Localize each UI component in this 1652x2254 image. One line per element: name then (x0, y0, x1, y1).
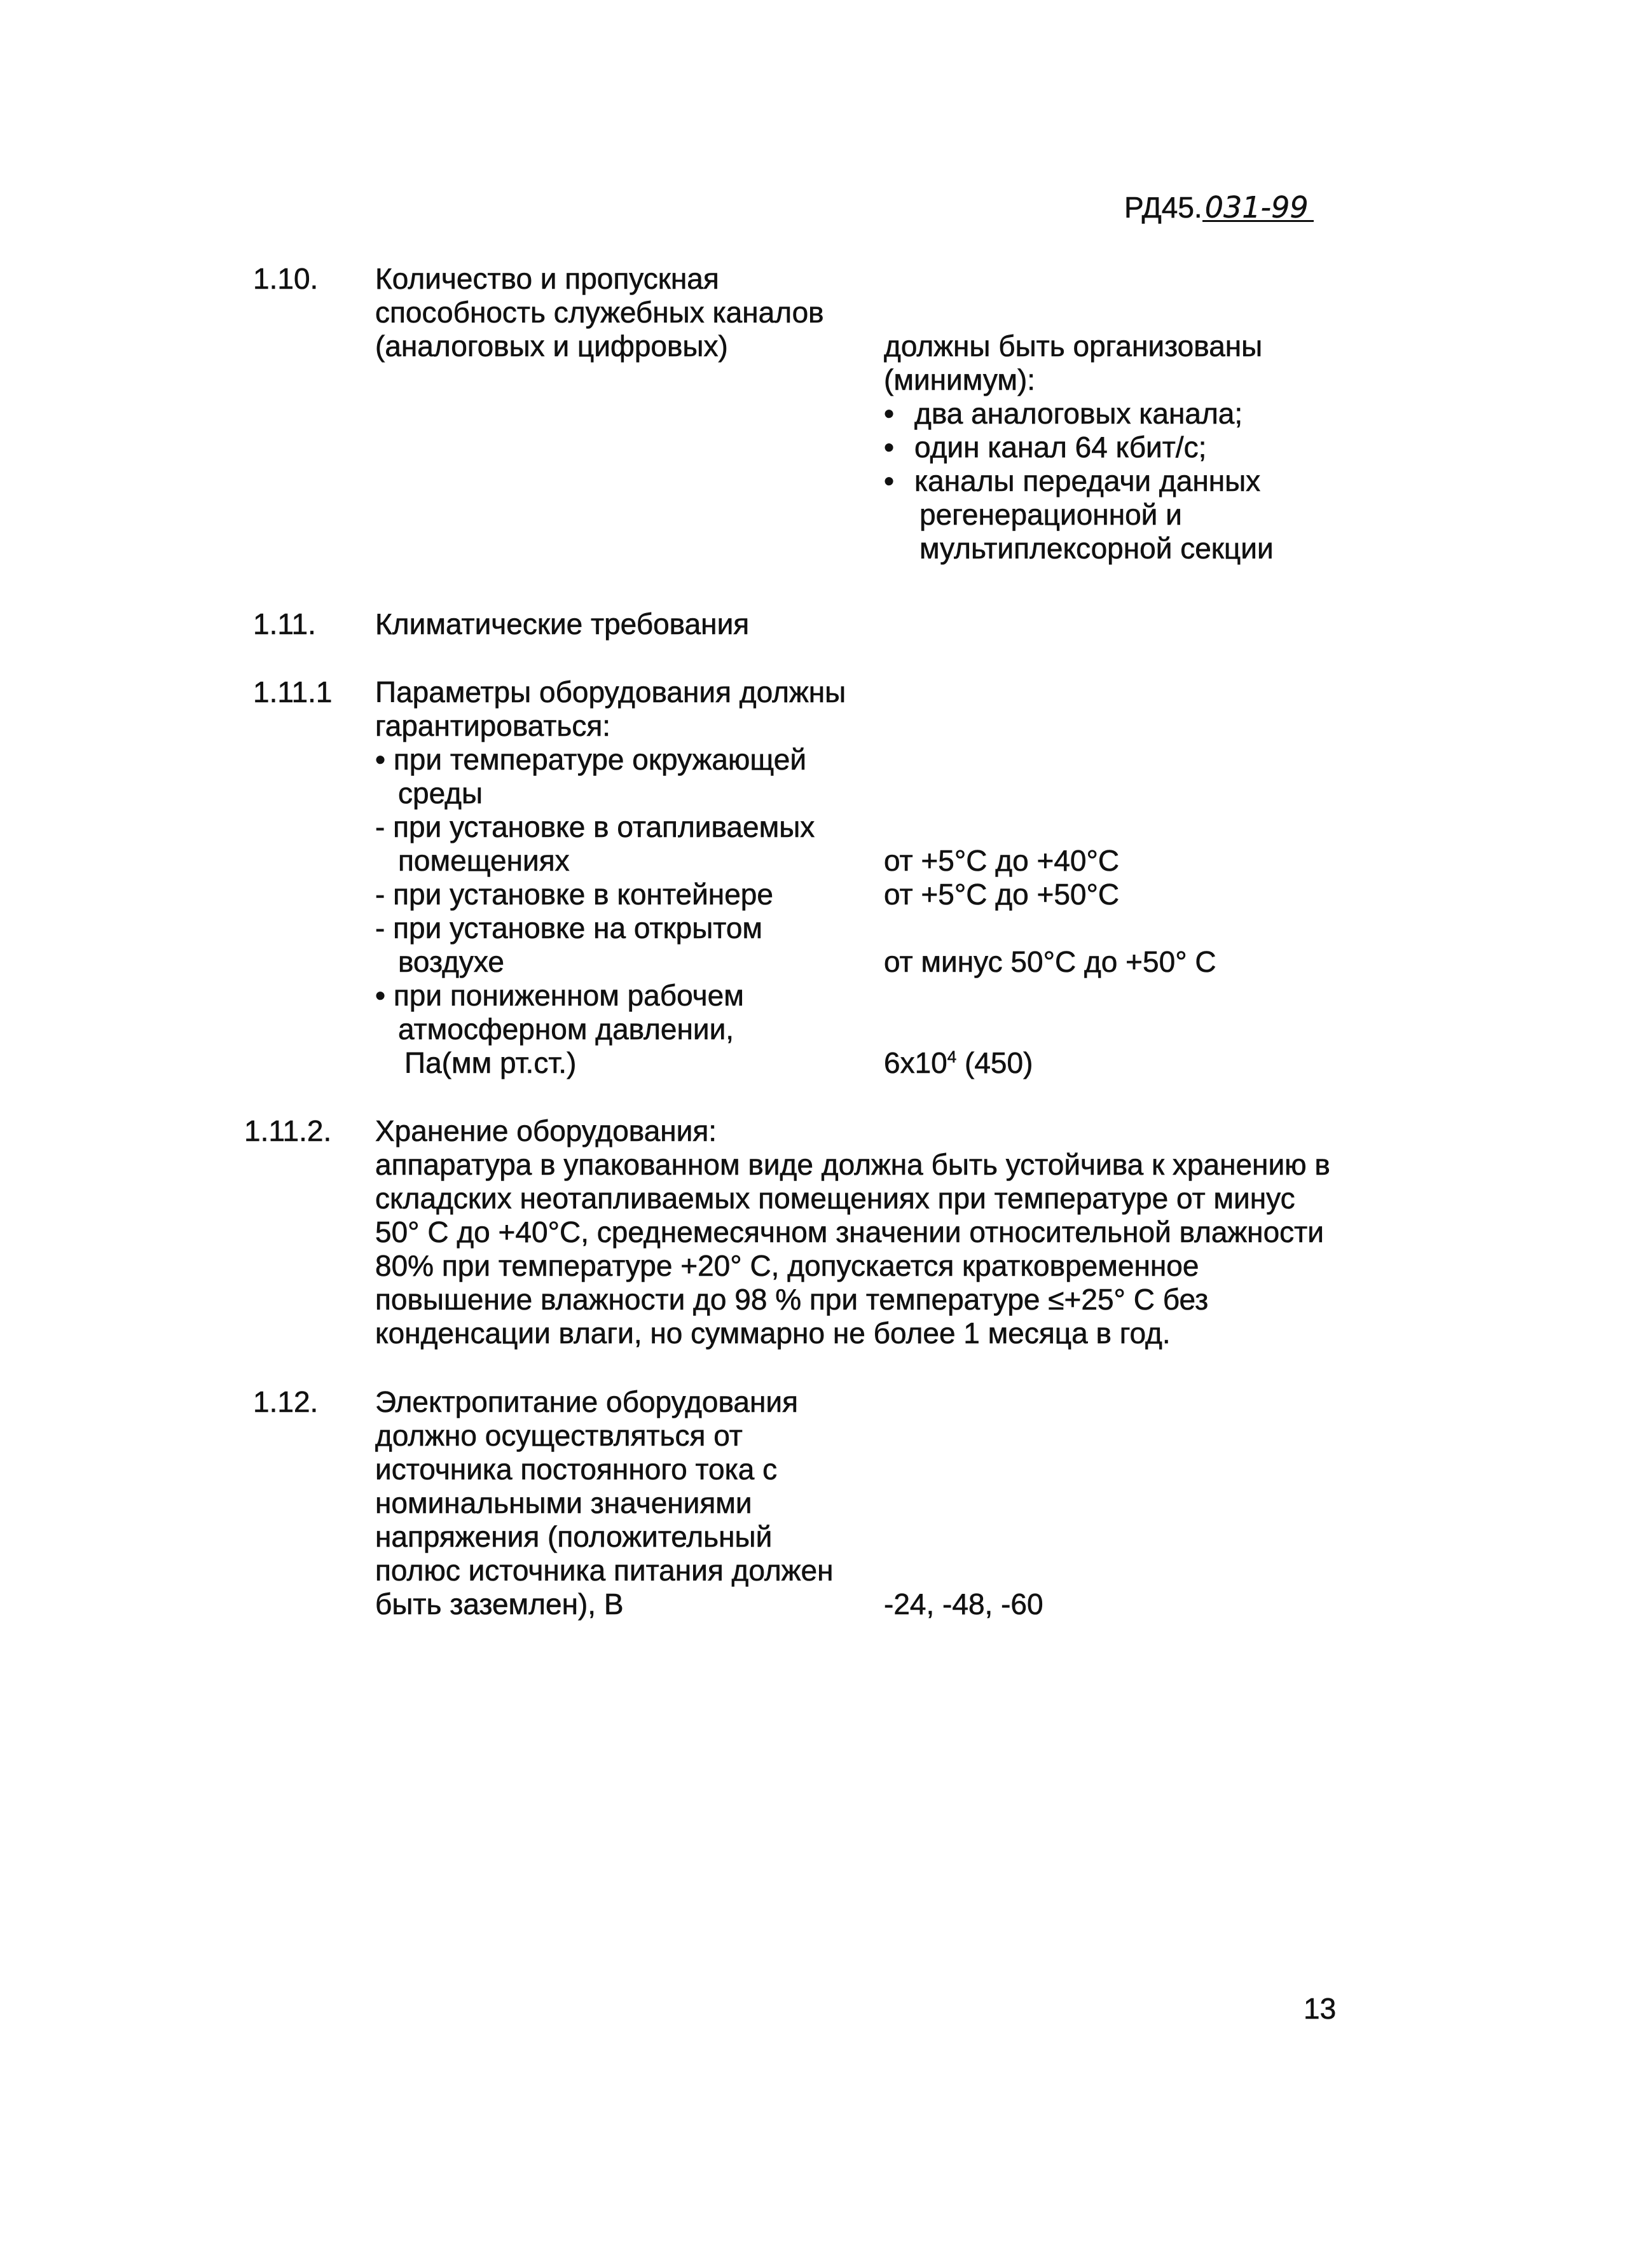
page-number: 13 (1304, 1992, 1337, 2025)
text-line: - при установке в контейнере (375, 878, 773, 911)
bullet-icon: • (884, 464, 895, 497)
text-line: должно осуществляться от (375, 1419, 743, 1452)
section-number-1-11-1: 1.11.1 (253, 675, 333, 709)
text-line: быть заземлен), В (375, 1587, 624, 1621)
value-intro-line: (минимум): (884, 363, 1036, 396)
voltage-value: -24, -48, -60 (884, 1587, 1043, 1621)
section-1-10-value (884, 329, 1274, 565)
text-line: полюс источника питания должен (375, 1554, 834, 1587)
section-1-10-title (375, 262, 824, 363)
text-line: номинальными значениями (375, 1486, 752, 1519)
section-number-1-11: 1.11. (253, 607, 316, 640)
text-line: напряжения (положительный (375, 1520, 773, 1553)
paragraph-line: 50° С до +40°С, среднемесячном значении относительной влажности (375, 1215, 1324, 1248)
section-1-11-2-paragraph (375, 1148, 1330, 1350)
list-item-continuation: мультиплексорной секции (919, 532, 1274, 565)
document-code-prefix: РД45. (1124, 191, 1202, 224)
open-air-temperature-value: от минус 50°С до +50° С (884, 945, 1216, 978)
section-1-11-title: Климатические требования (375, 607, 750, 640)
paragraph-line: повышение влажности до 98 % при температуре ≤+25° С без (375, 1283, 1209, 1316)
text-line: - при установке на открытом (375, 911, 763, 944)
text-line: воздухе (398, 945, 504, 978)
section-1-11-2-title: Хранение оборудования: (375, 1114, 717, 1147)
section-1-11-1-body (375, 675, 846, 1080)
bullet-icon: • (884, 397, 895, 430)
section-1-10-line: Количество и пропускная (375, 262, 719, 295)
paragraph-line: складских неотапливаемых помещениях при температуре от минус (375, 1182, 1295, 1215)
section-number-1-11-2: 1.11.2. (244, 1114, 332, 1147)
paragraph-line: конденсации влаги, но суммарно не более 1 месяца в год. (375, 1317, 1171, 1350)
section-number-1-10: 1.10. (253, 262, 319, 295)
text-line: среды (398, 777, 483, 810)
list-item: • каналы передачи данных (884, 464, 1261, 497)
section-1-10-line: способность служебных каналов (375, 296, 824, 329)
value-intro-line: должны быть организованы (884, 329, 1263, 363)
document-code (1124, 191, 1314, 225)
text-line: • при температуре окружающей (375, 743, 807, 776)
list-item: • один канал 64 кбит/с; (884, 431, 1207, 464)
text-line: гарантироваться: (375, 709, 611, 742)
text-line: • при пониженном рабочем (375, 979, 744, 1012)
text-line: атмосферном давлении, (398, 1013, 734, 1046)
text-line: Электропитание оборудования (375, 1385, 799, 1418)
section-number-1-12: 1.12. (253, 1385, 319, 1418)
pressure-value: $6х10^4$ (450) (884, 1046, 1033, 1079)
list-item: • два аналоговых канала; (884, 397, 1243, 430)
text-line: помещениях (398, 844, 570, 877)
heated-temperature-value: от +5°С до +40°С (884, 844, 1120, 877)
paragraph-line: 80% при температуре +20° С, допускается кратковременное (375, 1249, 1199, 1282)
section-1-12-body (375, 1385, 834, 1621)
paragraph-line: аппаратура в упакованном виде должна быть устойчива к хранению в (375, 1148, 1330, 1181)
text-line: Параметры оборудования должны (375, 675, 846, 709)
list-item-continuation: регенерационной и (919, 498, 1182, 531)
container-temperature-value: от +5°С до +50°С (884, 878, 1120, 911)
text-line: источника постоянного тока с (375, 1453, 778, 1486)
text-line: - при установке в отапливаемых (375, 810, 815, 843)
text-line: Па(мм рт.ст.) (404, 1046, 577, 1079)
bullet-icon: • (884, 431, 895, 464)
section-1-10-line: (аналоговых и цифровых) (375, 329, 728, 363)
document-code-number: 031-99 (1202, 195, 1314, 222)
